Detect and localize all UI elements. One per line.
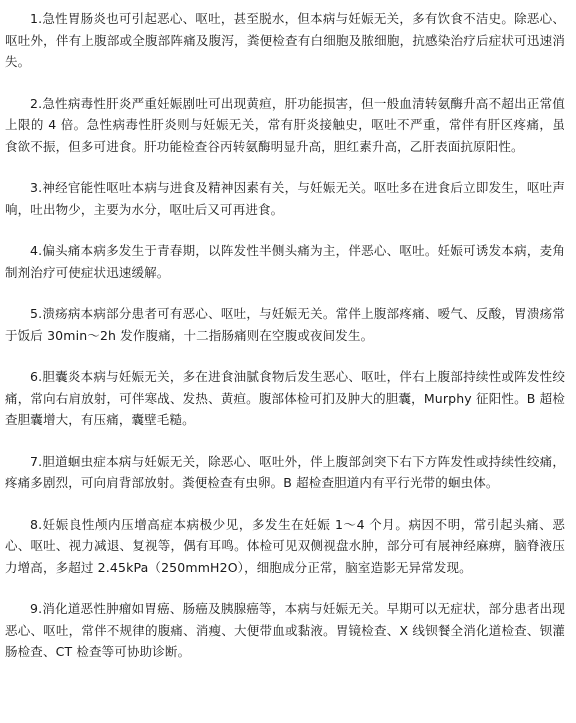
- paragraph-digestive-tract-malignancy: 9.消化道恶性肿瘤如胃癌、肠癌及胰腺癌等，本病与妊娠无关。早期可以无症状，部分患者出现恶心、呕吐，常伴不规律的腹痛、消瘦、大便带血或黏液。胃镜检查、X 线钡餐全消化道检查、钡灌肠检查、CT 检查等可协助诊断。: [5, 601, 565, 659]
- paragraph-acute-viral-hepatitis: 2.急性病毒性肝炎严重妊娠剧吐可出现黄疸，肝功能损害，但一般血清转氨酶升高不超出正常值上限的 4 倍。急性病毒性肝炎则与妊娠无关，常有肝炎接触史，呕吐不严重，常伴有肝区疼痛，虽食欲不振，但多可进食。肝功能检查谷丙转氨酶明显升高，胆红素升高，乙肝表面抗原阳性。: [5, 95, 565, 154]
- document-body: [5, 8, 565, 663]
- paragraph-biliary-ascariasis: 7.胆道蛔虫症本病与妊娠无关，除恶心、呕吐外，伴上腹部剑突下右下方阵发性或持续性绞痛，疼痛多剧烈，可向肩背部放射。粪便检查有虫卵。B 超检查胆道内有平行光带的蛔虫体。: [5, 453, 565, 490]
- paragraph-benign-intracranial-hypertension: 8.妊娠良性颅内压增高症本病极少见，多发生在妊娠 1～4 个月。病因不明，常引起头痛、恶心、呕吐、视力减退、复视等，偶有耳鸣。体检可见双侧视盘水肿，部分可有展神经麻痹，脑脊液压力增高，多超过 2.45kPa（250mmH2O），细胞成分正常，脑室造影无异常发现。: [5, 516, 565, 575]
- paragraph-cholecystitis: 6.胆囊炎本病与妊娠无关，多在进食油腻食物后发生恶心、呕吐，伴右上腹部持续性或阵发性绞痛，常向右肩放射，可伴寒战、发热、黄疸。腹部体检可扪及肿大的胆囊，Murphy 征阳性。B 超检查胆囊增大，有压痛，囊壁毛糙。: [5, 369, 565, 427]
- paragraph-peptic-ulcer: 5.溃疡病本病部分患者可有恶心、呕吐，与妊娠无关。常伴上腹部疼痛、嗳气、反酸，胃溃疡常于饭后 30min～2h 发作腹痛，十二指肠痛则在空腹或夜间发生。: [5, 306, 565, 343]
- paragraph-acute-gastroenteritis: 1.急性胃肠炎也可引起恶心、呕吐，甚至脱水，但本病与妊娠无关，多有饮食不洁史。除恶心、呕吐外，伴有上腹部或全腹部阵痛及腹泻，粪便检查有白细胞及脓细胞，抗感染治疗后症状可迅速消失。: [5, 11, 565, 69]
- paragraph-migraine: 4.偏头痛本病多发生于青春期，以阵发性半侧头痛为主，伴恶心、呕吐。妊娠可诱发本病，麦角制剂治疗可使症状迅速缓解。: [5, 243, 565, 280]
- paragraph-neurotic-vomiting: 3.神经官能性呕吐本病与进食及精神因素有关，与妊娠无关。呕吐多在进食后立即发生，呕吐声响，吐出物少，主要为水分，呕吐后又可再进食。: [5, 180, 565, 217]
